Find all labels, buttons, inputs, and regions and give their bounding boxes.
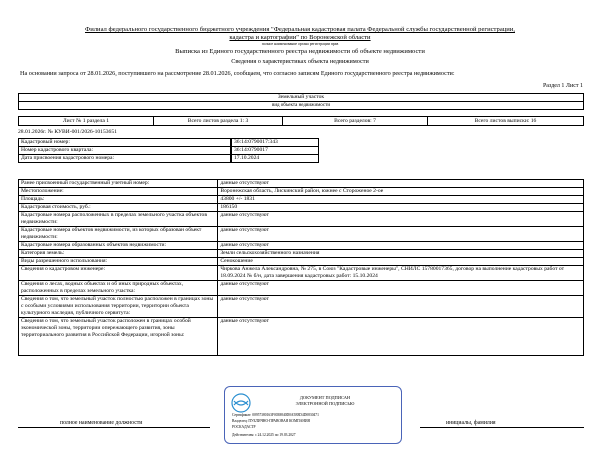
table-row [19, 188, 584, 196]
document-title: Выписка из Единого государственного реестра недвижимости об объекте недвижимости [175, 48, 425, 55]
table-row [19, 266, 584, 281]
table-row [19, 204, 584, 212]
stamp-owner: Владелец: ПУБЛИЧНО-ПРАВОВАЯ КОМПАНИЯ [232, 419, 310, 423]
table-row [19, 296, 584, 318]
org-name-line2: кадастра и картографии" по Воронежской области [229, 34, 371, 41]
table-row [19, 281, 584, 296]
row-label: Категория земель: [19, 250, 218, 258]
row-value: Чиркова Анжела Александровна, № 275, в Союз "Кадастровые инженеры", СНИЛС 15780017365, договор на выполнение кадастровых работ от 18.09.2024 № б/н, дата завершения кадастровых работ: 15.10.2024 [218, 266, 584, 281]
row-label: Сведения о лесах, водных объектах и об иных природных объектах, расположенных в пределах земельного участка: [19, 281, 218, 296]
row-label: Кадастровая стоимость, руб.: [19, 204, 218, 212]
table-row [19, 196, 584, 204]
row-value: данные отсутствуют [218, 242, 584, 250]
stamp-owner-org: РОСКАДАСТР [232, 425, 256, 429]
assignment-date-label: Дата присвоения кадастрового номера: [19, 155, 231, 163]
row-value: 186150 [218, 204, 584, 212]
row-value: 43800 +/- 1831 [218, 196, 584, 204]
table-row [19, 250, 584, 258]
sections-total: Всего разделов: 7 [283, 117, 428, 126]
section-label: Раздел 1 Лист 1 [542, 83, 583, 89]
object-type: Земельный участок [19, 94, 584, 102]
stamp-title-line2: ЭЛЕКТРОННОЙ ПОДПИСЬЮ [295, 401, 355, 406]
row-value: Земли сельскохозяйственного назначения [218, 250, 584, 258]
row-label: Площадь: [19, 196, 218, 204]
row-label: Сведения о кадастровом инженере: [19, 266, 218, 281]
name-caption: инициалы, фамилия [446, 420, 496, 426]
cadastral-quarter-label: Номер кадастрового квартала: [19, 147, 231, 155]
position-caption: полное наименование должности [60, 420, 143, 426]
document-subtitle: Сведения о характеристиках объекта недвижимости [231, 58, 369, 65]
org-caption: полное наименование органа регистрации прав [261, 42, 339, 46]
row-label: Сведения о том, что земельный участок полностью расположен в границах зоны с особыми условиями использования территории, территории объекта культурного наследия, публичного сервитута: [19, 296, 218, 318]
request-intro: На основании запроса от 28.01.2026, поступившего на рассмотрение 28.01.2026, сообщаем, что согласно записям Единого государственного реестра недвижимости: [20, 70, 455, 77]
sheet-info-table [18, 116, 584, 126]
row-value: данные отсутствуют [218, 296, 584, 318]
row-label: Ранее присвоенный государственный учетный номер: [19, 180, 218, 188]
row-value: Сенокошение [218, 258, 584, 266]
row-label: Кадастровые номера образованных объектов недвижимости: [19, 242, 218, 250]
stamp-certificate: Сертификат: 00957380163F0038840D0A5E8D4D0830471 [232, 413, 319, 417]
row-label: Кадастровые номера объектов недвижимости, из которых образован объект недвижимости: [19, 227, 218, 242]
row-value: данные отсутствуют [218, 180, 584, 188]
row-value: данные отсутствуют [218, 281, 584, 296]
rosreestr-logo-icon [231, 393, 251, 413]
stamp-validity: Действителен: с 24.12.2025 по 19.03.2027 [232, 433, 296, 437]
object-type-caption: вид объекта недвижимости [19, 102, 584, 110]
sheets-total: Всего листов выписки: 16 [428, 117, 584, 126]
row-value: данные отсутствуют [218, 212, 584, 227]
characteristics-table [18, 179, 584, 356]
table-row [19, 318, 584, 356]
name-line [420, 412, 584, 428]
object-type-table [18, 93, 584, 110]
table-row [19, 227, 584, 242]
cadastral-quarter-value: 36:14:0790017 [232, 147, 319, 155]
e-signature-stamp [224, 386, 402, 444]
stamp-title-line1: ДОКУМЕНТ ПОДПИСАН [299, 395, 351, 400]
row-label: Местоположение: [19, 188, 218, 196]
table-row [19, 242, 584, 250]
sheet-number: Лист № 1 раздела 1 [19, 117, 154, 126]
stamp-title [255, 395, 395, 407]
cadastral-number-value: 36:14:0790017:343 [232, 139, 319, 147]
table-row [19, 258, 584, 266]
org-name-line1: Филиал федерального государственного бюджетного учреждения "Федеральная кадастровая палата Федеральной службы государственной регистрации, [85, 26, 515, 33]
row-value: данные отсутствуют [218, 227, 584, 242]
row-label: Кадастровые номера расположенных в пределах земельного участка объектов недвижимости: [19, 212, 218, 227]
identifiers-labels [18, 138, 231, 163]
row-label: Сведения о том, что земельный участок расположен в границах особой экономической зоны, территории опережающего развития, зоны территориального развития в Российской Федерации, игорной зоны: [19, 318, 218, 356]
assignment-date-value: 17.10.2024 [232, 155, 319, 163]
table-row [19, 212, 584, 227]
identifiers-values [231, 138, 319, 163]
cadastral-number-label: Кадастровый номер: [19, 139, 231, 147]
document-number: 28.01.2026г. № КУВИ-001/2026-10153651 [18, 129, 117, 135]
row-value: данные отсутствуют [218, 318, 584, 356]
row-label: Виды разрешенного использования: [19, 258, 218, 266]
table-row [19, 180, 584, 188]
row-value: Воронежская область, Лискинский район, южнее с Стороженое 2-ое [218, 188, 584, 196]
sheets-in-section: Всего листов раздела 1: 3 [154, 117, 283, 126]
